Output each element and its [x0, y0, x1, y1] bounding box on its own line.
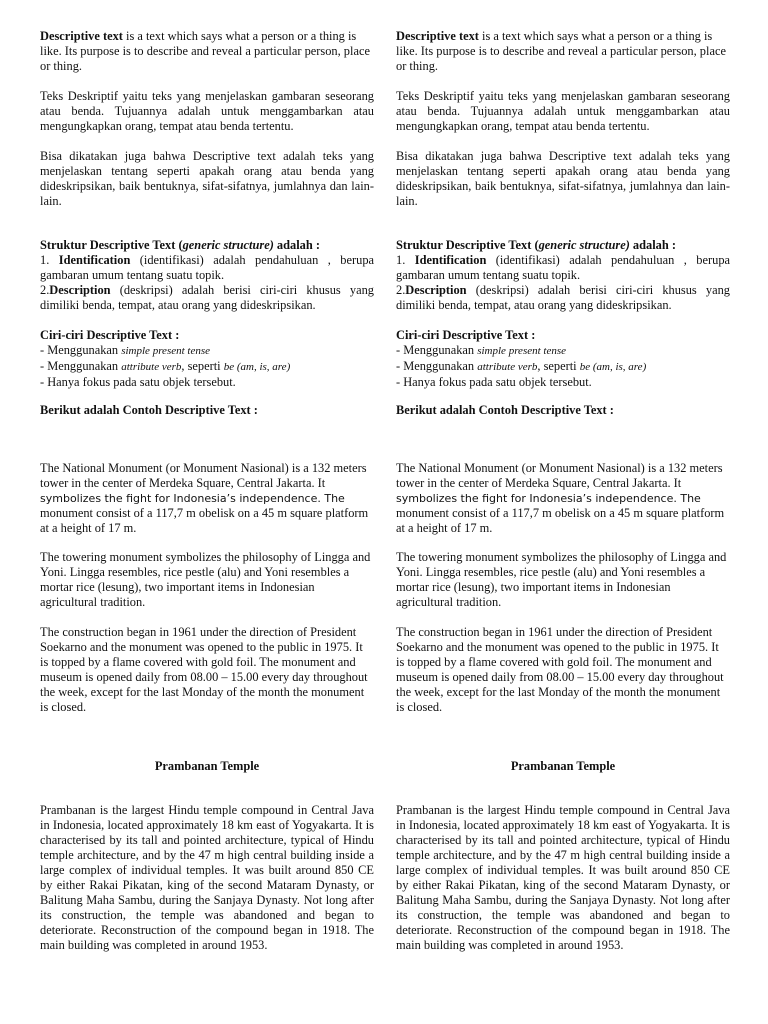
examples-heading: Berikut adalah Contoh Descriptive Text :	[396, 403, 614, 417]
features-heading: Ciri-ciri Descriptive Text :	[396, 328, 536, 342]
structure-item1-term: Identification	[58, 253, 131, 267]
prambanan-title: Prambanan Temple	[510, 759, 616, 773]
intro-definition	[396, 29, 730, 74]
structure-item1-term: Identification	[414, 253, 487, 267]
structure-item1-text: (identifikasi) adalah pendahuluan , berupa gambaran umum tentang suatu topik.	[396, 253, 731, 282]
structure-item2-number: 2.	[40, 283, 50, 297]
structure-item2-term: Description	[405, 283, 467, 297]
structure-heading-start: Struktur Descriptive Text (	[40, 238, 183, 252]
monument-paragraph-1	[40, 461, 374, 536]
features-line3: - Hanya fokus pada satu objek tersebut.	[40, 375, 236, 389]
monument-paragraph-2: The towering monument symbolizes the philosophy of Lingga and Yoni. Lingga resembles, rice pestle (alu) and Yoni resembles a mortar rice (lesung), two important items in Indonesian agricultural tradition.	[40, 550, 371, 609]
structure-item1-text: (identifikasi) adalah pendahuluan , berupa gambaran umum tentang suatu topik.	[40, 253, 375, 282]
features-line2-italic: attribute verb	[477, 361, 538, 373]
prambanan-body: Prambanan is the largest Hindu temple compound in Central Java in Indonesia, located approximately 18 km east of Yogyakarta. It is characterised by its tall and pointed architecture, typical of Hindu temple architecture, and by the 47 m high central building inside a large complex of individual temples. It was built around 850 CE by either Rakai Pikatan, king of the second Mataram Dynasty, or Balitung Maha Sambu, during the Sanjaya Dynasty. Not long after its construction, the temple was abandoned and began to deteriorate. Reconstruction of the compound began in 1918. The main building was completed in around 1953.	[40, 803, 374, 952]
features-line2-prefix: - Menggunakan	[40, 359, 122, 373]
intro-indonesian: Teks Deskriptif yaitu teks yang menjelaskan gambaran seseorang atau benda. Tujuannya adalah untuk menggambarkan atau mengungkapkan orang, tempat atau benda tertentu.	[396, 89, 730, 133]
structure-section	[40, 238, 374, 313]
features-line2-mid: , seperti	[181, 359, 224, 373]
monument-p1-start: The National Monument (or Monument Nasional) is a 132 meters tower in the center of Merdeka Square, Central Jakarta. It	[40, 461, 367, 490]
features-line1-prefix: - Menggunakan	[396, 343, 478, 357]
structure-heading	[396, 238, 676, 252]
intro-alias: Bisa dikatakan juga bahwa Descriptive text adalah teks yang menjelaskan tentang seperti apakah orang atau benda yang dideskripsikan, baik bentuknya, sifat-sifatnya, jumlahnya dan lain-lain.	[40, 149, 374, 208]
intro-term: Descriptive text	[40, 29, 123, 43]
monument-p1-sans: symbolizes the fight for Indonesia’s independence. The	[40, 492, 345, 505]
monument-p1-end: monument consist of a 117,7 m obelisk on a 45 m square platform at a height of 17 m.	[396, 506, 725, 535]
intro-term: Descriptive text	[396, 29, 479, 43]
features-section	[40, 328, 374, 390]
features-line1-italic: simple present tense	[121, 345, 211, 357]
structure-item2-text: (deskripsi) adalah berisi ciri-ciri khusus yang dimiliki benda, tempat, atau orang yang dideskripsikan.	[396, 283, 730, 312]
features-line2-italic2: be (am, is, are)	[579, 361, 647, 373]
features-line1-italic: simple present tense	[477, 345, 567, 357]
structure-item2-term: Description	[49, 283, 111, 297]
structure-heading-italic: generic structure)	[182, 238, 274, 252]
features-line1-prefix: - Menggunakan	[40, 343, 122, 357]
features-line2-prefix: - Menggunakan	[396, 359, 478, 373]
intro-definition-text: is a text which says what a person or a thing is like. Its purpose is to describe and reveal a particular person, place or thing.	[40, 29, 370, 73]
structure-item2-number: 2.	[396, 283, 406, 297]
features-line2-italic2: be (am, is, are)	[223, 361, 291, 373]
structure-heading-end: adalah :	[273, 238, 320, 252]
features-line3: - Hanya fokus pada satu objek tersebut.	[396, 375, 592, 389]
intro-alias: Bisa dikatakan juga bahwa Descriptive text adalah teks yang menjelaskan tentang seperti apakah orang atau benda yang dideskripsikan, baik bentuknya, sifat-sifatnya, jumlahnya dan lain-lain.	[396, 149, 730, 208]
intro-definition-text: is a text which says what a person or a thing is like. Its purpose is to describe and reveal a particular person, place or thing.	[396, 29, 726, 73]
prambanan-title: Prambanan Temple	[154, 759, 260, 773]
structure-item1-number: 1.	[396, 253, 415, 267]
features-section	[396, 328, 730, 390]
prambanan-body: Prambanan is the largest Hindu temple compound in Central Java in Indonesia, located approximately 18 km east of Yogyakarta. It is characterised by its tall and pointed architecture, typical of Hindu temple architecture, and by the 47 m high central building inside a large complex of individual temples. It was built around 850 CE by either Rakai Pikatan, king of the second Mataram Dynasty, or Balitung Maha Sambu, during the Sanjaya Dynasty. Not long after its construction, the temple was abandoned and began to deteriorate. Reconstruction of the compound began in 1918. The main building was completed in around 1953.	[396, 803, 730, 952]
monument-p1-sans: symbolizes the fight for Indonesia’s independence. The	[396, 492, 701, 505]
features-heading: Ciri-ciri Descriptive Text :	[40, 328, 180, 342]
structure-section	[396, 238, 730, 313]
structure-heading-start: Struktur Descriptive Text (	[396, 238, 539, 252]
monument-p1-start: The National Monument (or Monument Nasional) is a 132 meters tower in the center of Merdeka Square, Central Jakarta. It	[396, 461, 723, 490]
features-line2-italic: attribute verb	[121, 361, 182, 373]
monument-paragraph-3: The construction began in 1961 under the direction of President Soekarno and the monument was opened to the public in 1975. It is topped by a flame covered with gold foil. The monument and museum is opened daily from 08.00 – 15.00 every day throughout the week, except for the last Monday of the month the monument is closed.	[396, 625, 724, 714]
structure-item1-number: 1.	[40, 253, 59, 267]
monument-paragraph-3: The construction began in 1961 under the direction of President Soekarno and the monument was opened to the public in 1975. It is topped by a flame covered with gold foil. The monument and museum is opened daily from 08.00 – 15.00 every day throughout the week, except for the last Monday of the month the monument is closed.	[40, 625, 368, 714]
structure-item2-text: (deskripsi) adalah berisi ciri-ciri khusus yang dimiliki benda, tempat, atau orang yang dideskripsikan.	[40, 283, 374, 312]
intro-indonesian: Teks Deskriptif yaitu teks yang menjelaskan gambaran seseorang atau benda. Tujuannya adalah untuk menggambarkan atau mengungkapkan orang, tempat atau benda tertentu.	[40, 89, 374, 133]
features-line2-mid: , seperti	[537, 359, 580, 373]
examples-heading: Berikut adalah Contoh Descriptive Text :	[40, 403, 258, 417]
monument-paragraph-1	[396, 461, 730, 536]
structure-heading-end: adalah :	[629, 238, 676, 252]
structure-heading-italic: generic structure)	[538, 238, 630, 252]
intro-definition	[40, 29, 374, 74]
structure-heading	[40, 238, 320, 252]
monument-paragraph-2: The towering monument symbolizes the philosophy of Lingga and Yoni. Lingga resembles, rice pestle (alu) and Yoni resembles a mortar rice (lesung), two important items in Indonesian agricultural tradition.	[396, 550, 727, 609]
monument-p1-end: monument consist of a 117,7 m obelisk on a 45 m square platform at a height of 17 m.	[40, 506, 369, 535]
